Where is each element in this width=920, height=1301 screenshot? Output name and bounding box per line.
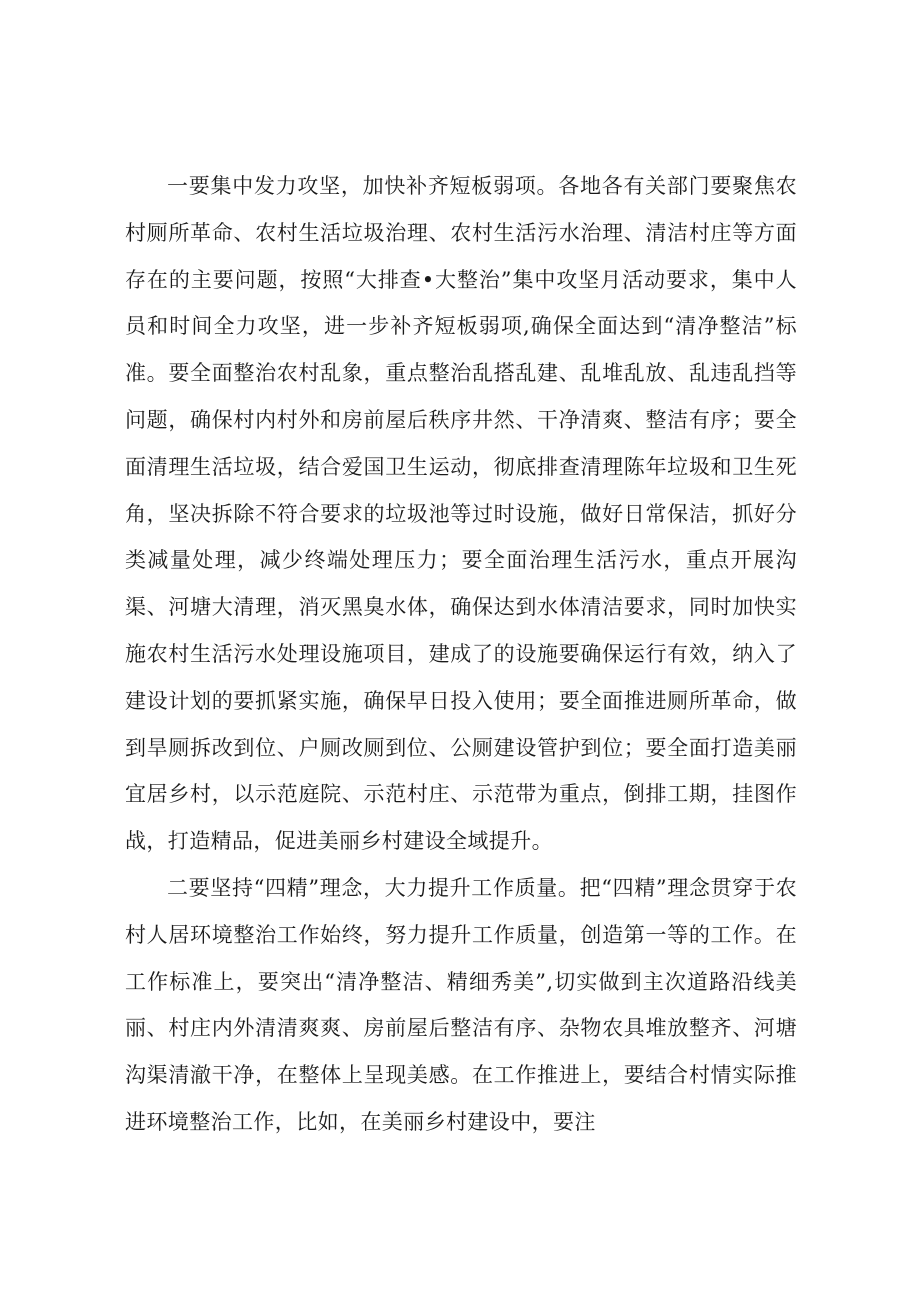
- paragraph-2: 二要坚持“四精”理念，大力提升工作质量。把“四精”理念贯穿于农村人居环境整治工作始终，努力提升工作质量，创造第一等的工作。在工作标准上，要突出“清净整洁、精细秀美”,切实做到主次道路沿线美丽、村庄内外清清爽爽、房前屋后整洁有序、杂物农具堆放整齐、河塘沟渠清澈干净，在整体上呈现美感。在工作推进上，要结合村情实际推进环境整治工作，比如，在美丽乡村建设中，要注: [125, 875, 797, 1134]
- paragraph-1: 一要集中发力攻坚，加快补齐短板弱项。各地各有关部门要聚焦农村厕所革命、农村生活垃圾治理、农村生活污水治理、清洁村庄等方面存在的主要问题，按照“大排查•大整治”集中攻坚月活动要求，集中人员和时间全力攻坚，进一步补齐短板弱项,确保全面达到“清净整洁”标准。要全面整治农村乱象，重点整治乱搭乱建、乱堆乱放、乱违乱挡等问题，确保村内村外和房前屋后秩序井然、干净清爽、整洁有序；要全面清理生活垃圾，结合爱国卫生运动，彻底排查清理陈年垃圾和卫生死角，坚决拆除不符合要求的垃圾池等过时设施，做好日常保洁，抓好分类减量处理，减少终端处理压力；要全面治理生活污水，重点开展沟渠、河塘大清理，消灭黑臭水体，确保达到水体清洁要求，同时加快实施农村生活污水处理设施项目，建成了的设施要确保运行有效，纳入了建设计划的要抓紧实施，确保早日投入使用；要全面推进厕所革命，做到旱厕拆改到位、户厕改厕到位、公厕建设管护到位；要全面打造美丽宜居乡村，以示范庭院、示范村庄、示范带为重点，倒排工期，挂图作战，打造精品，促进美丽乡村建设全域提升。: [125, 174, 797, 854]
- document-body: [125, 163, 797, 1146]
